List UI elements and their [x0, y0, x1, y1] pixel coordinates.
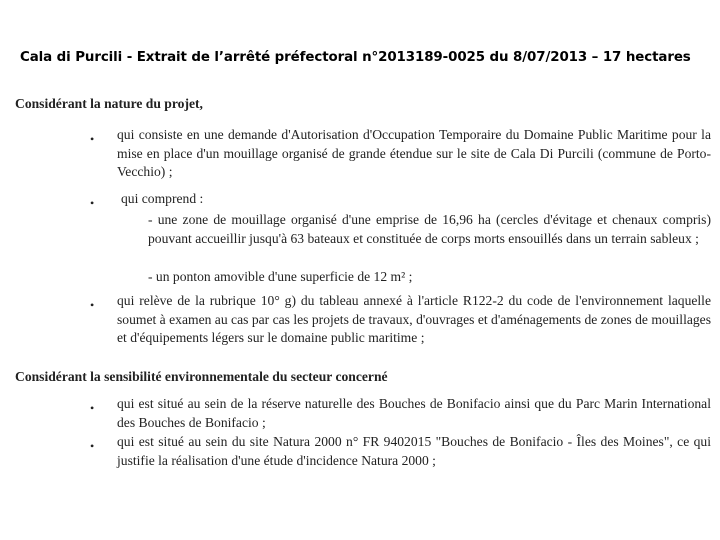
section-heading-environmental-sensitivity: Considérant la sensibilité environnementale du secteur concerné: [15, 369, 388, 384]
project-item-comprises: qui comprend :: [121, 191, 204, 206]
decree-excerpt-image: [0, 92, 720, 482]
bullet-marker: •: [90, 401, 95, 415]
project-subitem-mooring-zone: - une zone de mouillage organisé d'une emprise de 16,96 ha (cercles d'évitage et chenaux compris) pouvant accueillir jusqu'à 63 bateaux et constituée de corps morts ensouillés dans un terrain sableux ;: [148, 212, 711, 246]
project-subitem-pontoon: - un ponton amovible d'une superficie de 12 m² ;: [148, 269, 413, 284]
project-item-aot-request: qui consiste en une demande d'Autorisation d'Occupation Temporaire du Domaine Public Maritime pour la mise en place d'un mouillage organisé de grande étendue sur le site de Cala Di Purcili (commune de Porto-Vecchio) ;: [117, 127, 711, 179]
sensitivity-item-nature-reserve: qui est situé au sein de la réserve naturelle des Bouches de Bonifacio ainsi que du Parc Marin International des Bouches de Bonifacio ;: [117, 396, 711, 430]
sensitivity-item-natura-2000: qui est situé au sein du site Natura 2000 n° FR 9402015 "Bouches de Bonifacio - Îles des Moines", ce qui justifie la réalisation d'une étude d'incidence Natura 2000 ;: [117, 434, 711, 468]
section-heading-project-nature: Considérant la nature du projet,: [15, 96, 203, 111]
bullet-marker: •: [90, 196, 95, 210]
project-item-regulation-r122-2: qui relève de la rubrique 10° g) du tableau annexé à l'article R122-2 du code de l'environnement laquelle soumet à examen au cas par cas les projets de travaux, d'ouvrages et d'aménagements de zones de mouillages et d'équipements légers sur le domaine public maritime ;: [117, 293, 711, 345]
bullet-marker: •: [90, 439, 95, 453]
bullet-marker: •: [90, 298, 95, 312]
slide-title: Cala di Purcili - Extrait de l’arrêté préfectoral n°2013189-0025 du 8/07/2013 – 17 hectares: [20, 50, 691, 65]
bullet-marker: •: [90, 132, 95, 146]
